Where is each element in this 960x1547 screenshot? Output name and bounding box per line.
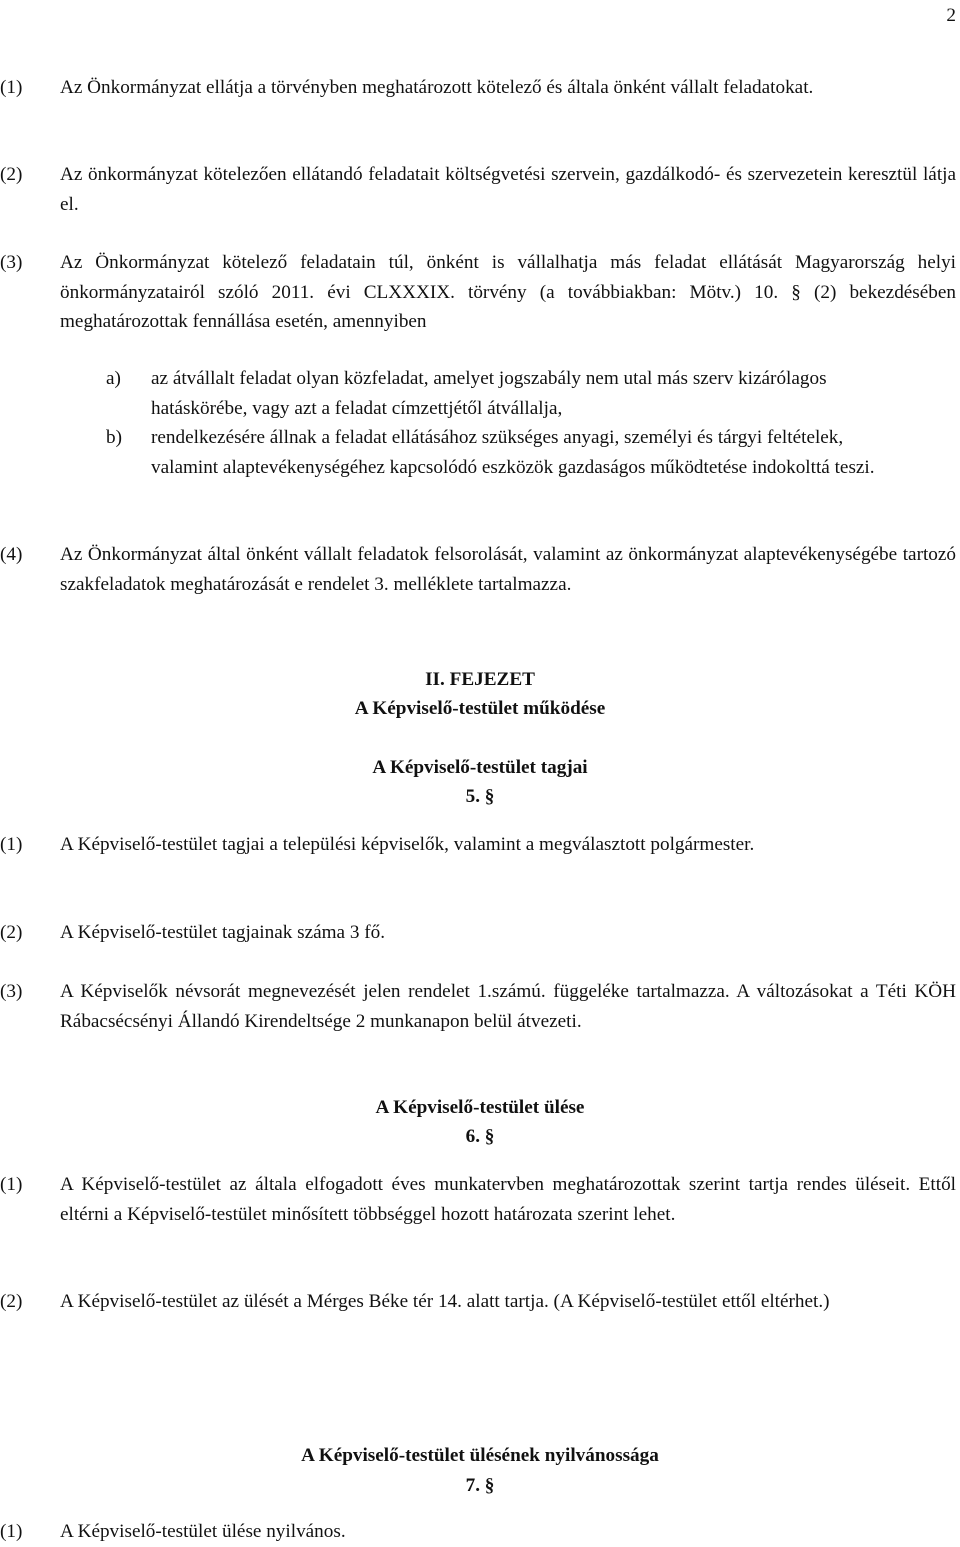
paragraph-4-3	[0, 248, 956, 337]
subpoint-b	[106, 423, 906, 482]
section-6-number: 6. §	[465, 1126, 495, 1147]
paragraph-number: (2)	[0, 922, 23, 943]
paragraph-number: (1)	[0, 1521, 23, 1542]
section-7-title: A Képviselő-testület ülésének nyilvánossága	[301, 1445, 659, 1466]
paragraph-number: (1)	[0, 834, 23, 855]
paragraph-5-3	[0, 977, 956, 1036]
section-6-title: A Képviselő-testület ülése	[375, 1097, 585, 1118]
subpoint-a	[106, 364, 906, 423]
subpoint-label: a)	[106, 368, 121, 389]
paragraph-number: (3)	[0, 252, 23, 273]
paragraph-4-2	[0, 160, 956, 219]
paragraph-5-2	[0, 918, 956, 948]
paragraph-number: (2)	[0, 1291, 23, 1312]
section-5-title: A Képviselő-testület tagjai	[372, 757, 588, 778]
paragraph-number: (1)	[0, 1174, 23, 1195]
paragraph-number: (3)	[0, 981, 23, 1002]
section-7-number: 7. §	[465, 1475, 495, 1496]
paragraph-text: A Képviselő-testület az általa elfogadott éves munkatervben meghatározottak szerint tartja rendes üléseit. Ettől eltérni a Képviselő-testület minősített többséggel hozott határozata szerint lehet.	[60, 1174, 956, 1225]
paragraph-text: A Képviselő-testület tagjai a települési képviselők, valamint a megválasztott polgármester.	[60, 834, 755, 855]
section-5-number: 5. §	[465, 786, 495, 807]
paragraph-text: A Képviselő-testület tagjainak száma 3 fő.	[60, 922, 386, 943]
paragraph-4-4	[0, 540, 956, 599]
subpoint-label: b)	[106, 427, 122, 448]
paragraph-4-1	[0, 73, 956, 103]
paragraph-text: A Képviselők névsorát megnevezését jelen rendelet 1.számú. függeléke tartalmazza. A változásokat a Téti KÖH Rábacsécsényi Állandó Kirendeltsége 2 munkanapon belül átvezeti.	[60, 981, 956, 1032]
paragraph-number: (1)	[0, 77, 23, 98]
subpoint-text: rendelkezésére állnak a feladat ellátásához szükséges anyagi, személyi és tárgyi feltételek, valamint alaptevékenységéhez kapcsolódó eszközök gazdaságos működtetése indokolttá teszi.	[151, 427, 875, 478]
paragraph-text: Az Önkormányzat ellátja a törvényben meghatározott kötelező és általa önként vállalt feladatokat.	[60, 77, 814, 98]
paragraph-number: (4)	[0, 544, 23, 565]
paragraph-7-1	[0, 1517, 956, 1547]
paragraph-text: A Képviselő-testület az ülését a Mérges Béke tér 14. alatt tartja. (A Képviselő-testület ettől eltérhet.)	[60, 1291, 830, 1312]
page-number: 2	[946, 5, 956, 26]
chapter-number: II. FEJEZET	[425, 669, 535, 690]
paragraph-text: A Képviselő-testület ülése nyilvános.	[60, 1521, 346, 1542]
paragraph-number: (2)	[0, 164, 23, 185]
paragraph-6-1	[0, 1170, 956, 1229]
paragraph-text: Az önkormányzat kötelezően ellátandó feladatait költségvetési szervein, gazdálkodó- és szervezetein keresztül látja el.	[60, 164, 956, 215]
subpoint-text: az átvállalt feladat olyan közfeladat, amelyet jogszabály nem utal más szerv kizárólagos hatáskörébe, vagy azt a feladat címzettjétől átvállalja,	[151, 368, 827, 419]
chapter-title: A Képviselő-testület működése	[354, 698, 606, 719]
paragraph-text: Az Önkormányzat által önként vállalt feladatok felsorolását, valamint az önkormányzat alaptevékenységébe tartozó szakfeladatok meghatározását e rendelet 3. melléklete tartalmazza.	[60, 544, 956, 595]
paragraph-6-2	[0, 1287, 956, 1317]
paragraph-5-1	[0, 830, 956, 860]
paragraph-text: Az Önkormányzat kötelező feladatain túl, önként is vállalhatja más feladat ellátását Magyarország helyi önkormányzatairól szóló 2011. évi CLXXXIX. törvény (a továbbiakban: Mötv.) 10. § (2) bekezdésében meghatározottak fennállása esetén, amennyiben	[60, 252, 956, 332]
